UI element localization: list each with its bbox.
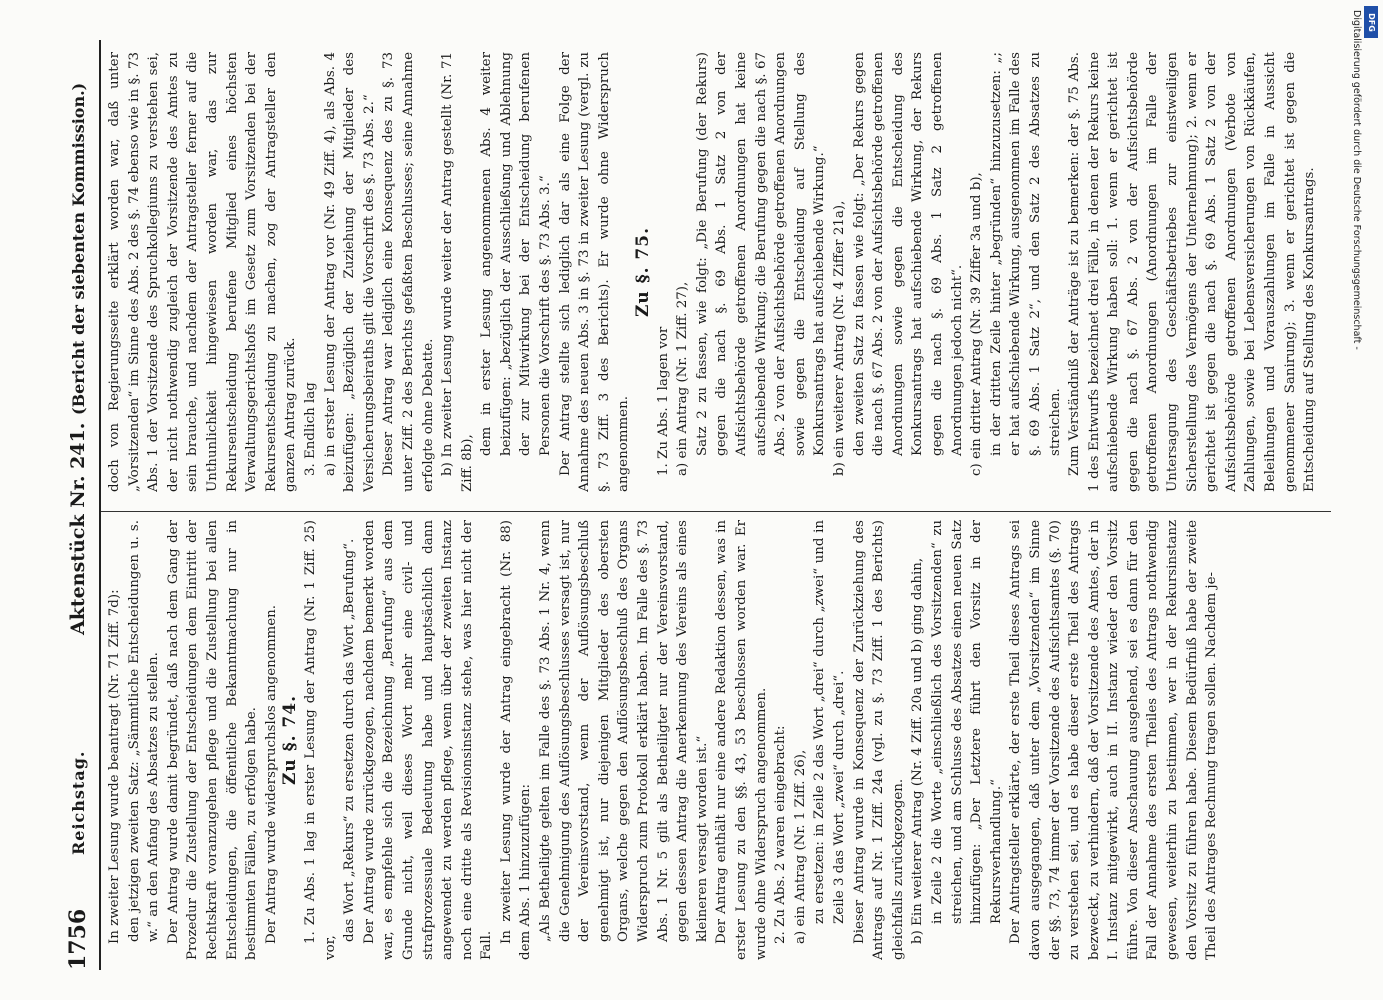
header-center: Aktenstück Nr. 241. [67, 422, 89, 635]
paragraph: Satz 2 zu fassen, wie folgt: „Die Berufung (der Rekurs) gegen die nach §. 69 Abs. 1 Satz 2 von der Aufsichtsbehörde getroffenen Anordnungen hat keine aufschiebende Wirkung; die Berufung gegen die nach §. 67 Abs. 2 von der Aufsichtsbehörde getroffenen Anordnungen sowie gegen die Entscheidung auf Stellung des Konkursantrags hat aufschiebende Wirkung.“ [694, 52, 828, 456]
page-number: 1756 [65, 908, 91, 970]
paragraph: Der Antragsteller erklärte, der erste Theil dieses Antrags sei davon ausgegangen, daß unter dem „Vorsitzenden“ im Sinne der §§. 73, 74 immer der Vorsitzende des Aufsichtsamtes (§. 70) zu verstehen sei, und es habe dieser erste Theil des Antrags bezweckt, zu verhindern, daß der Vorsitzende des Amtes, der in I. Instanz mitgewirkt, auch in II. Instanz wieder den Vorsitz führe. Von dieser Anschauung ausgehend, sei es dann für den Fall der Annahme des ersten Theiles des Antrags nothwendig gewesen, weiterhin zu bestimmen, wer in der Rekursinstanz den Vorsitz zu führen habe. Diesem Bedürfniß habe der zweite Theil des Antrages Rechnung tragen sollen. Nachdem je- [1008, 520, 1220, 960]
rotated-page-content [55, 0, 1375, 1000]
paragraph: c) ein dritter Antrag (Nr. 39 Ziffer 3a und b), [969, 172, 985, 476]
credit-text: Digitalisierung gefördert durch die Deutsche Forschungsgemeinschaft - [1351, 10, 1362, 350]
paragraph: a) ein Antrag (Nr. 1 Ziff. 27), [675, 281, 691, 476]
paragraph: Der Antrag enthält nur eine andere Redaktion dessen, was in erster Lesung zu den §§. 43, 53 beschlossen worden war. Er wurde ohne Widerspruch angenommen. [714, 520, 769, 960]
dfg-logo [1364, 6, 1378, 38]
paragraph: 2. Zu Abs. 2 waren eingebracht: [773, 725, 789, 944]
right-column [105, 52, 1325, 492]
header-right: (Bericht der siebenten Kommission.) [69, 82, 88, 415]
paragraph: Dieser Antrag war lediglich eine Konsequenz des zu §. 73 unter Ziff. 2 des Berichts gefaßten Beschlusses; seine Annahme erfolgte ohne Debatte. [381, 52, 436, 492]
paragraph: In zweiter Lesung wurde beantragt (Nr. 71 Ziff. 7d): [107, 589, 122, 944]
paragraph: doch von Regierungsseite erklärt worden war, daß unter „Vorsitzenden“ im Sinne des Abs. 2 des §. 74 ebenso wie in §. 73 Abs. 1 der Vorsitzende des Spruchkollegiums zu verstehen sei, der nicht nothwendig zugleich der Vorsitzende des Amtes zu sein brauche, und nachdem der Antragsteller ferner auf die Unthunlichkeit hingewiesen worden war, das zur Rekursentscheidung berufene Mitglied eines höchsten Verwaltungsgerichtshofs im Gesetz zum Vorsitzenden bei der Rekursentscheidung zu machen, zog der Antragsteller den ganzen Antrag zurück. [107, 52, 299, 492]
paragraph: b) In zweiter Lesung wurde weiter der Antrag gestellt (Nr. 71 Ziff. 8b), [440, 52, 475, 492]
paragraph: 3. Endlich lag [302, 382, 318, 476]
left-column [105, 520, 1325, 960]
paragraph: Der Antrag wurde zurückgezogen, nachdem bemerkt worden war, es empfehle sich die Bezeichnung „Berufung“ aus dem Grunde nicht, weil dieses Wort mehr eine civil- und strafprozessuale Bedeutung habe und hauptsächlich dann angewendet zu werden pflege, wenn über der zweiten Instanz noch eine dritte als Revisionsinstanz stehe, was hier nicht der Fall. [361, 520, 495, 960]
paragraph: Zum Verständniß der Anträge ist zu bemerken: der §. 75 Abs. 1 des Entwurfs bezeichnet drei Fälle, in denen der Rekurs keine aufschiebende Wirkung haben soll: 1. wenn er gerichtet ist gegen die nach §. 67 Abs. 2 von der Aufsichtsbehörde getroffenen Anordnungen (Anordnungen im Falle der Untersagung des Geschäftsbetriebes zur einstweiligen Sicherstellung des Vermögens der Unternehmung); 2. wenn er gerichtet ist gegen die nach §. 69 Abs. 1 Satz 2 von der Aufsichtsbehörde getroffenen Anordnungen (Verbote von Zahlungen, sowie bei Lebensversicherungen von Rückkäufen, Beleihungen und Vorauszahlungen im Falle in Aussicht genommener Sanirung); 3. wenn er gerichtet ist gegen die Entscheidung auf Stellung des Konkursantrags. [1067, 52, 1318, 492]
paragraph: In zweiter Lesung wurde der Antrag eingebracht (Nr. 88) dem Abs. 1 hinzuzufügen: [498, 520, 534, 960]
section-heading: Zu §. 75. [633, 227, 654, 317]
paragraph: zu ersetzen: in Zeile 2 das Wort „drei“ durch „zwei“ und in Zeile 3 das Wort „zwei“ durch „drei“. [812, 520, 847, 924]
paragraph: in der dritten Zeile hinter „begründen“ hinzuzusetzen: „; er hat aufschiebende Wirkung, ausgenommen im Falle des §. 69 Abs. 1 Satz 2“, und den Satz 2 des Absatzes zu streichen. [988, 52, 1063, 456]
paragraph: „Als Betheiligte gelten im Falle des §. 73 Abs. 1 Nr. 4, wenn die Genehmigung des Auflösungsbeschlusses versagt ist, nur der Vereinsvorstand, wenn der Auflösungsbeschluß genehmigt ist, nur diejenigen Mitglieder des obersten Organs, welche gegen den Auflösungsbeschluß des Organs Widerspruch zum Protokoll erklärt haben. Im Falle des §. 73 Abs. 1 Nr. 5 gilt als Betheiligter nur der Vereinsvorstand, gegen dessen Antrag die Anerkennung des Vereins als eines kleineren versagt worden ist.“ [538, 520, 710, 942]
running-header [63, 40, 97, 970]
logo-text: DFG [1366, 12, 1376, 32]
paragraph: b) ein weiterer Antrag (Nr. 4 Ziffer 21a), [831, 200, 847, 476]
paragraph: 1. Zu Abs. 1 lagen vor [655, 326, 671, 476]
header-rule [99, 40, 101, 970]
paragraph: Der Antrag wurde damit begründet, daß nach dem Gang der Prozedur die Zustellung der Entscheidungen dem Eintritt der Rechtskraft voranzugehen pflege und die Zustellung bei allen Entscheidungen, die öffentliche Bekanntmachung nur in bestimmten Fällen, zu erfolgen habe. [165, 520, 260, 960]
header-left: Reichstag. [69, 750, 88, 855]
paragraph: den zweiten Satz zu fassen wie folgt: „Der Rekurs gegen die nach §. 67 Abs. 2 von der Aufsichtsbehörde getroffenen Anordnungen sowie gegen die Entscheidung des Konkursantrags hat aufschiebende Wirkung, der Rekurs gegen die nach §. 69 Abs. 1 Satz 2 getroffenen Anordnungen jedoch nicht“. [851, 52, 965, 456]
paragraph: Dieser Antrag wurde in Konsequenz der Zurückziehung des Antrags auf Nr. 1 Ziff. 24a (vgl. zu §. 73 Ziff. 1 des Berichts) gleichfalls zurückgezogen. [851, 520, 906, 960]
paragraph: 1. Zu Abs. 1 lag in erster Lesung der Antrag (Nr. 1 Ziff. 25) vor, [302, 520, 338, 960]
paragraph: den jetzigen zweiten Satz: „Sämmtliche Entscheidungen u. s. w.“ an den Anfang des Absatzes zu stellen. [126, 520, 162, 942]
paragraph: b) Ein weiterer Antrag (Nr. 4 Ziff. 20a und b) ging dahin, [910, 557, 926, 944]
paragraph: das Wort „Rekurs“ zu ersetzen durch das Wort „Berufung“. [342, 538, 358, 942]
section-heading: Zu §. 74. [280, 695, 301, 785]
paragraph: in Zeile 2 die Worte „einschließlich des Vorsitzenden“ zu streichen, und am Schlusse des Absatzes einen neuen Satz hinzufügen: „Der Letztere führt den Vorsitz in der Rekursverhandlung.“ [929, 520, 1004, 924]
paragraph: dem in erster Lesung angenommenen Abs. 4 weiter beizufügen: „bezüglich der Ausschließung und Ablehnung der zur Mitwirkung bei der Entscheidung berufenen Personen die Vorschrift des §. 73 Abs. 3.“ [479, 52, 554, 456]
paragraph: Der Antrag stellte sich lediglich dar als eine Folge der Annahme des neuen Abs. 3 in §. 73 in zweiter Lesung (vergl. zu §. 73 Ziff. 3 des Berichts). Er wurde ohne Widerspruch angenommen. [557, 52, 632, 492]
column-divider [101, 511, 1331, 512]
paragraph: Der Antrag wurde widerspruchslos angenommen. [263, 604, 279, 944]
paragraph: a) in erster Lesung der Antrag vor (Nr. 49 Ziff. 4), als Abs. 4 beizufügen: „Bezüglich der Zuziehung der Mitglieder des Versicherungsbeiraths gilt die Vorschrift des §. 73 Abs. 2.“ [322, 52, 377, 492]
paragraph: a) ein Antrag (Nr. 1 Ziff. 26), [792, 749, 808, 944]
digitization-credit [1340, 10, 1370, 710]
